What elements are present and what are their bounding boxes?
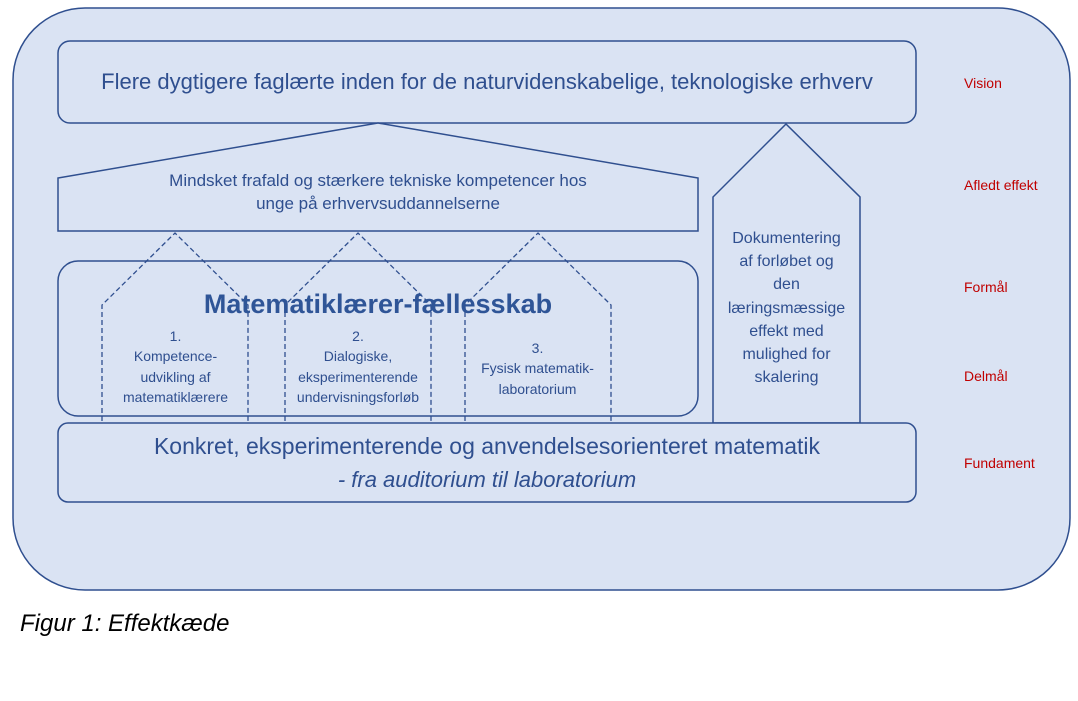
delmaal-item-1-number: 1.: [169, 328, 182, 344]
delmaal-item-2-line-3: undervisningsforløb: [296, 388, 420, 405]
dokumentering-line-4: læringsmæssige: [727, 299, 846, 317]
level-label-delmaal: Delmål: [964, 368, 1008, 384]
figure-caption: Figur 1: Effektkæde: [20, 610, 230, 637]
fundament-sub-text: - fra auditorium til laboratorium: [337, 467, 637, 492]
level-label-vision: Vision: [964, 75, 1002, 91]
level-label-fundament: Fundament: [964, 455, 1035, 471]
delmaal-item-2-number: 2.: [352, 328, 364, 344]
delmaal-item-3-number: 3.: [531, 340, 544, 356]
formaal-title: Matematiklærer-fællesskab: [203, 289, 553, 319]
afledt-effekt-text: [58, 170, 698, 216]
vision-text: Flere dygtigere faglærte inden for de naturvidenskabelige, teknologiske erhverv: [101, 69, 873, 94]
dokumentering-line-1: Dokumentering: [732, 230, 841, 247]
afledt-effekt-line-1: Mindsket frafald og stærkere tekniske kompetencer hos: [169, 171, 587, 190]
level-label-afledt-effekt: Afledt effekt: [964, 177, 1038, 193]
delmaal-item-1-line-2: udvikling af: [140, 368, 211, 385]
dokumentering-line-3: den: [773, 276, 800, 294]
dokumentering-line-7: skalering: [754, 369, 819, 387]
delmaal-item-2: [285, 326, 431, 407]
delmaal-item-1-line-3: matematiklærere: [122, 388, 229, 405]
delmaal-item-3: [465, 338, 610, 399]
afledt-effekt-line-2: unge på erhvervsuddannelserne: [256, 193, 500, 213]
dokumentering-line-5: effekt med: [749, 322, 824, 340]
delmaal-item-3-line-2: laboratorium: [498, 380, 577, 397]
dokumentering-text: [713, 227, 860, 389]
delmaal-item-2-line-2: eksperimenterende: [298, 368, 418, 385]
level-label-formaal: Formål: [964, 279, 1008, 295]
dokumentering-line-2: af forløbet og: [739, 253, 834, 271]
delmaal-item-2-line-1: Dialogiske,: [323, 348, 393, 365]
delmaal-item-3-line-1: Fysisk matematik-: [481, 360, 594, 377]
dokumentering-line-6: mulighed for: [742, 345, 831, 363]
delmaal-item-1-line-1: Kompetence-: [133, 348, 218, 365]
fundament-main-text: Konkret, eksperimenterende og anvendelsesorienteret matematik: [153, 433, 821, 459]
delmaal-item-1: [103, 326, 248, 407]
